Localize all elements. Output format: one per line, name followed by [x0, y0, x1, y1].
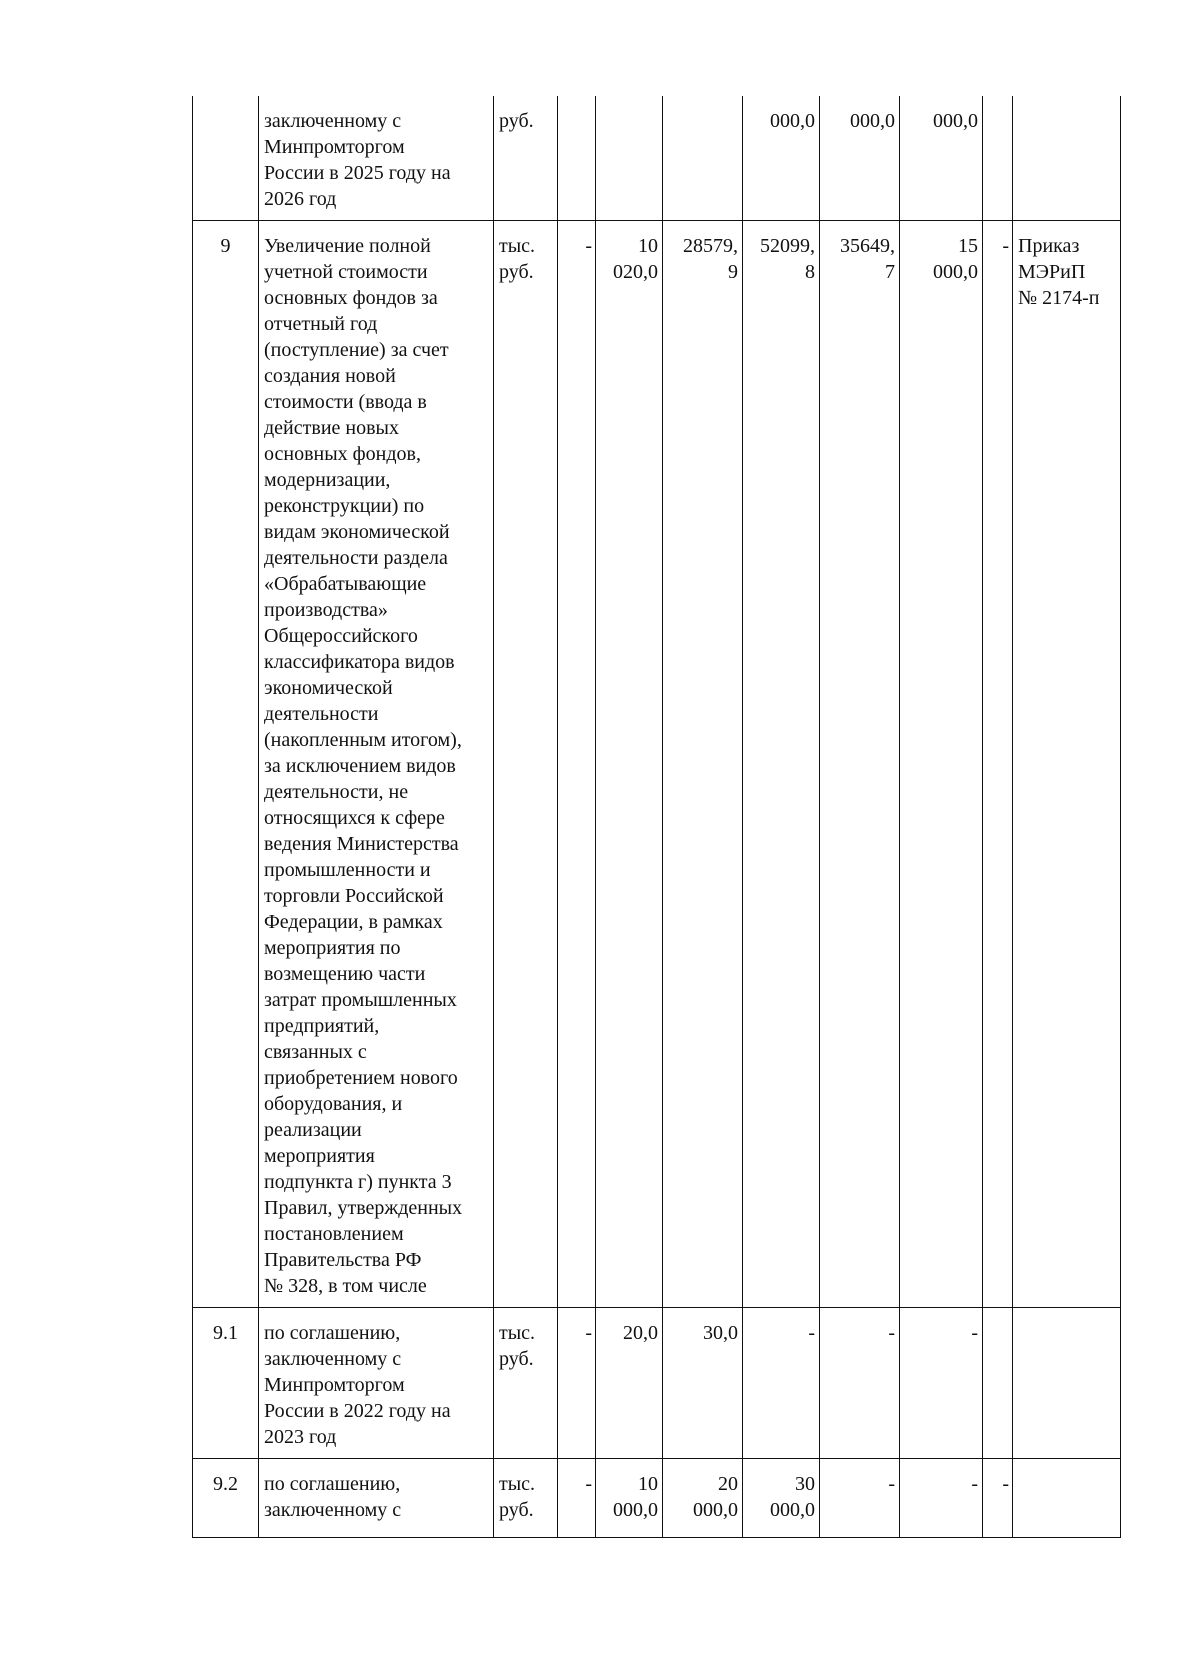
- source-cell: [1013, 1308, 1121, 1459]
- indicator-name: Увеличение полной учетной стоимости основных фондов за отчетный год (поступление) за счет создания новой стоимости (ввода в действие новых основных фондов, модернизации, реконструкции) по видам экономической деятельности раздела «Обрабатывающие производства» Общероссийского классификатора видов экономической деятельности (накопленным итогом), за исключением видов деятельности, не относящихся к сфере ведения Министерства промышленности и торговли Российской Федерации, в рамках мероприятия по возмещению части затрат промышленных предприятий, связанных с приобретением нового оборудования, и реализации мероприятия подпункта г) пункта 3 Правил, утвержденных постановлением Правительства РФ № 328, в том числе: [259, 221, 494, 1308]
- value-cell: 10 000,0: [596, 1459, 663, 1538]
- unit-cell: тыс. руб.: [494, 221, 558, 1308]
- value-cell: -: [900, 1459, 983, 1538]
- value-cell: [983, 1308, 1013, 1459]
- indicator-name: заключенному с Минпромторгом России в 2025 году на 2026 год: [259, 96, 494, 221]
- value-cell: -: [558, 1459, 596, 1538]
- value-cell: 000,0: [820, 96, 900, 221]
- value-cell: 000,0: [743, 96, 820, 221]
- value-cell: [596, 96, 663, 221]
- value-cell: -: [900, 1308, 983, 1459]
- value-cell: 20,0: [596, 1308, 663, 1459]
- value-cell: 35649, 7: [820, 221, 900, 1308]
- value-cell: -: [743, 1308, 820, 1459]
- value-cell: -: [820, 1459, 900, 1538]
- row-number: [193, 96, 259, 221]
- table-row: [193, 1459, 1121, 1538]
- unit-cell: тыс. руб.: [494, 1459, 558, 1538]
- value-cell: -: [558, 221, 596, 1308]
- value-cell: 000,0: [900, 96, 983, 221]
- value-cell: [983, 96, 1013, 221]
- value-cell: 10 020,0: [596, 221, 663, 1308]
- table-row: [193, 221, 1121, 1308]
- source-cell: Приказ МЭРиП № 2174-п: [1013, 221, 1121, 1308]
- row-number: 9: [193, 221, 259, 1308]
- value-cell: -: [983, 221, 1013, 1308]
- unit-cell: тыс. руб.: [494, 1308, 558, 1459]
- value-cell: 28579, 9: [663, 221, 743, 1308]
- value-cell: 15 000,0: [900, 221, 983, 1308]
- indicators-table: [192, 96, 1121, 1538]
- value-cell: -: [820, 1308, 900, 1459]
- unit-cell: руб.: [494, 96, 558, 221]
- source-cell: [1013, 1459, 1121, 1538]
- table-row: [193, 1308, 1121, 1459]
- value-cell: -: [983, 1459, 1013, 1538]
- row-number: 9.1: [193, 1308, 259, 1459]
- indicator-name: по соглашению, заключенному с Минпромторгом России в 2022 году на 2023 год: [259, 1308, 494, 1459]
- value-cell: 52099, 8: [743, 221, 820, 1308]
- value-cell: [558, 96, 596, 221]
- value-cell: 20 000,0: [663, 1459, 743, 1538]
- value-cell: -: [558, 1308, 596, 1459]
- value-cell: [663, 96, 743, 221]
- value-cell: 30,0: [663, 1308, 743, 1459]
- row-number: 9.2: [193, 1459, 259, 1538]
- source-cell: [1013, 96, 1121, 221]
- value-cell: 30 000,0: [743, 1459, 820, 1538]
- table-row: [193, 96, 1121, 221]
- indicator-name: по соглашению, заключенному с: [259, 1459, 494, 1538]
